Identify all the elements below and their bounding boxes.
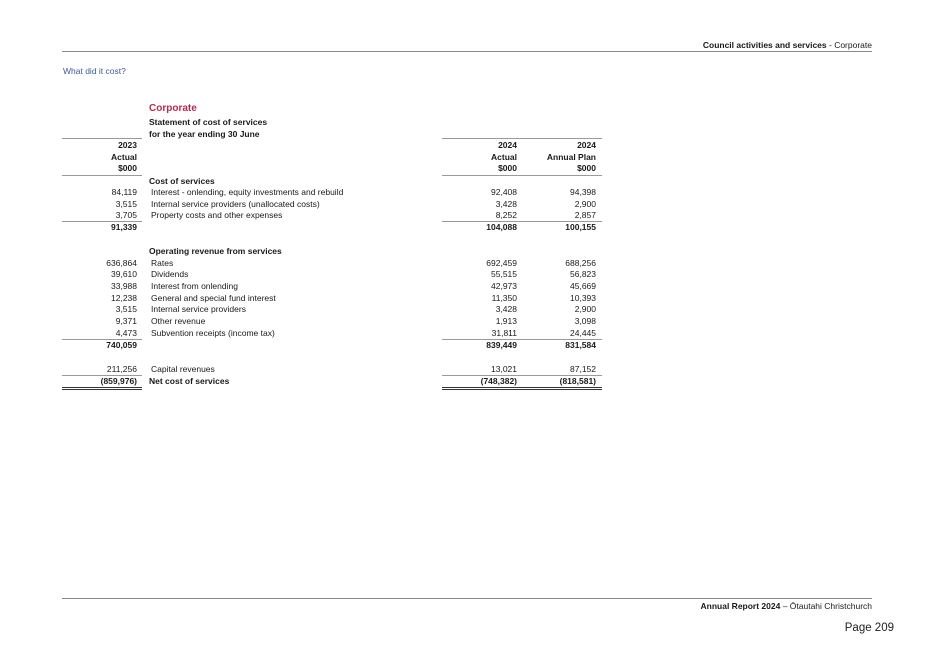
operating-revenue-total-row bbox=[62, 340, 602, 351]
cell-prev: 9,371 bbox=[115, 316, 137, 326]
cell-plan: 2,857 bbox=[574, 210, 596, 220]
cell-prev: 33,988 bbox=[111, 281, 137, 291]
cell-prev-total: 91,339 bbox=[111, 222, 137, 232]
column-header-row-unit bbox=[62, 163, 602, 174]
cell-plan-total: 831,584 bbox=[565, 340, 596, 350]
cell-actual: 3,428 bbox=[495, 304, 517, 314]
cell-actual: 31,811 bbox=[491, 328, 517, 338]
column-header-row-year bbox=[62, 140, 602, 151]
cell-actual-net: (748,382) bbox=[480, 376, 517, 386]
cell-prev: 636,864 bbox=[106, 258, 137, 268]
cell-prev: 211,256 bbox=[106, 364, 137, 374]
table-row bbox=[62, 187, 602, 198]
table-row bbox=[62, 316, 602, 327]
footer-report-title bbox=[701, 601, 872, 611]
cell-actual: 55,515 bbox=[491, 269, 517, 279]
table-row bbox=[62, 258, 602, 269]
cell-plan: 2,900 bbox=[574, 199, 596, 209]
cell-prev: 3,515 bbox=[115, 304, 137, 314]
double-rule-current-2 bbox=[442, 389, 602, 390]
table-row bbox=[62, 210, 602, 221]
cell-actual-total: 839,449 bbox=[486, 340, 517, 350]
cell-prev-net: (859,976) bbox=[100, 376, 137, 386]
cost-of-services-total-row bbox=[62, 222, 602, 233]
cell-actual: 42,973 bbox=[491, 281, 517, 291]
table-row bbox=[62, 269, 602, 280]
cell-plan: 87,152 bbox=[570, 364, 596, 374]
cell-plan: 94,398 bbox=[570, 187, 596, 197]
header-section-bold: Council activities and services bbox=[702, 40, 827, 50]
double-rule-current-1 bbox=[442, 387, 602, 388]
capital-revenues-row bbox=[62, 364, 602, 375]
footer-rule bbox=[62, 598, 872, 599]
cell-label: Capital revenues bbox=[151, 364, 215, 374]
cell-actual: 1,913 bbox=[495, 316, 517, 326]
cell-prev: 12,238 bbox=[111, 293, 137, 303]
cell-actual: 8,252 bbox=[495, 210, 517, 220]
operating-revenue-heading: Operating revenue from services bbox=[149, 246, 282, 256]
col-plan-unit: $000 bbox=[577, 163, 596, 173]
col-prev-year: 2023 bbox=[118, 140, 137, 150]
operating-revenue-heading-row bbox=[62, 246, 602, 257]
cell-prev: 4,473 bbox=[115, 328, 137, 338]
cell-label: Internal service providers (unallocated costs) bbox=[151, 199, 320, 209]
section-heading-link[interactable]: What did it cost? bbox=[63, 66, 126, 76]
col-prev-type: Actual bbox=[111, 152, 137, 162]
cost-of-services-heading-row bbox=[62, 176, 602, 187]
col-actual-unit: $000 bbox=[498, 163, 517, 173]
table-row bbox=[62, 328, 602, 339]
cell-label: Property costs and other expenses bbox=[151, 210, 283, 220]
cell-actual: 3,428 bbox=[495, 199, 517, 209]
cell-label: Dividends bbox=[151, 269, 189, 279]
double-rule-prev-1 bbox=[62, 387, 142, 388]
cell-plan: 3,098 bbox=[574, 316, 596, 326]
header-rule bbox=[62, 51, 872, 52]
cell-plan: 24,445 bbox=[570, 328, 596, 338]
cell-actual: 92,408 bbox=[491, 187, 517, 197]
table-row bbox=[62, 304, 602, 315]
cell-label: Internal service providers bbox=[151, 304, 246, 314]
page-number: Page 209 bbox=[844, 622, 894, 634]
cell-plan: 56,823 bbox=[570, 269, 596, 279]
statement-subtitle: Statement of cost of services bbox=[149, 117, 268, 127]
double-rule-prev-2 bbox=[62, 389, 142, 390]
page-header-text bbox=[703, 40, 872, 50]
cell-label: General and special fund interest bbox=[151, 293, 276, 303]
col-prev-unit: $000 bbox=[118, 163, 137, 173]
cell-plan: 10,393 bbox=[570, 293, 596, 303]
cell-plan-total: 100,155 bbox=[565, 222, 596, 232]
cell-prev: 84,119 bbox=[111, 187, 137, 197]
table-row bbox=[62, 281, 602, 292]
cell-label-net: Net cost of services bbox=[149, 376, 230, 386]
statement-title: Corporate bbox=[149, 103, 197, 114]
cell-plan: 688,256 bbox=[565, 258, 596, 268]
cell-plan: 2,900 bbox=[574, 304, 596, 314]
cell-label: Rates bbox=[151, 258, 174, 268]
footer-report-bold: Annual Report 2024 bbox=[700, 601, 781, 611]
cell-prev: 39,610 bbox=[111, 269, 137, 279]
table-row bbox=[62, 199, 602, 210]
col-actual-type: Actual bbox=[491, 152, 517, 162]
cell-label: Interest - onlending, equity investments and rebuild bbox=[151, 187, 344, 197]
cell-prev-total: 740,059 bbox=[106, 340, 137, 350]
cell-label: Interest from onlending bbox=[151, 281, 238, 291]
cell-plan-net: (818,581) bbox=[559, 376, 596, 386]
cell-actual: 13,021 bbox=[491, 364, 517, 374]
net-cost-row bbox=[62, 376, 602, 387]
col-actual-year: 2024 bbox=[498, 140, 517, 150]
table-row bbox=[62, 293, 602, 304]
rule-header-prev bbox=[62, 138, 142, 139]
cell-actual-total: 104,088 bbox=[486, 222, 517, 232]
cell-prev: 3,515 bbox=[115, 199, 137, 209]
rule-header-current bbox=[442, 138, 602, 139]
statement-period: for the year ending 30 June bbox=[149, 129, 260, 139]
cell-plan: 45,669 bbox=[570, 281, 596, 291]
column-header-row-type bbox=[62, 152, 602, 163]
col-plan-type: Annual Plan bbox=[546, 152, 596, 162]
col-plan-year: 2024 bbox=[577, 140, 596, 150]
cell-label: Other revenue bbox=[151, 316, 206, 326]
cell-actual: 11,350 bbox=[491, 293, 517, 303]
footer-report-rest: – Ōtautahi Christchurch bbox=[780, 601, 872, 611]
cell-label: Subvention receipts (income tax) bbox=[151, 328, 275, 338]
cell-prev: 3,705 bbox=[115, 210, 137, 220]
header-section-rest: - Corporate bbox=[826, 40, 872, 50]
cost-of-services-heading: Cost of services bbox=[149, 176, 215, 186]
cell-actual: 692,459 bbox=[486, 258, 517, 268]
